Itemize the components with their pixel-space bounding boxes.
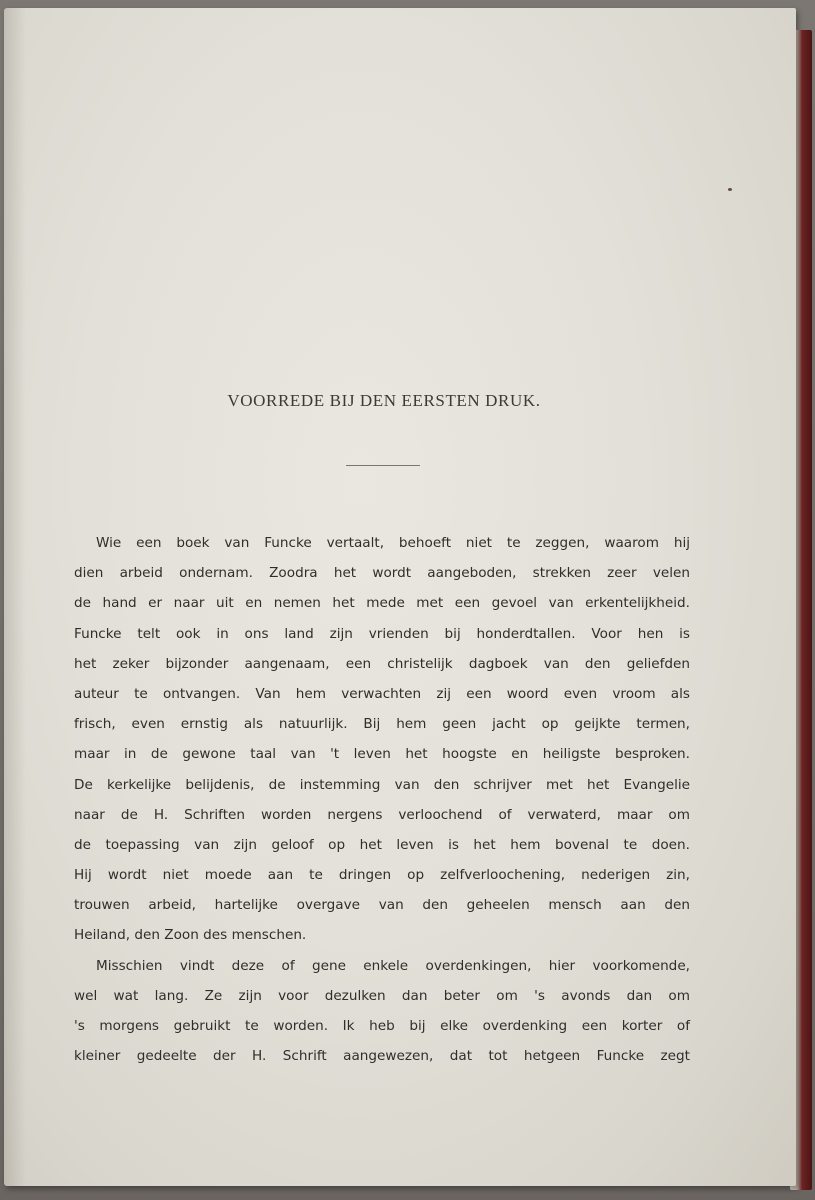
book-page (4, 8, 796, 1186)
text-line: dien arbeid ondernam. Zoodra het wordt aangeboden, strekken zeer velen (74, 565, 690, 582)
heading-rule (346, 465, 420, 466)
text-line: auteur te ontvangen. Van hem verwachten zij een woord even vroom als (74, 685, 690, 702)
text-line: het zeker bijzonder aangenaam, een christelijk dagboek van den geliefden (74, 655, 690, 672)
text-line: wel wat lang. Ze zijn voor dezulken dan beter om 's avonds dan om (74, 987, 690, 1004)
text-line: Misschien vindt deze of gene enkele overdenkingen, hier voorkomende, (96, 957, 690, 974)
text-line: Heiland, den Zoon des menschen. (74, 927, 307, 944)
paragraph-1 (74, 528, 690, 951)
text-line: Hij wordt niet moede aan te dringen op zelfverloochening, nederigen zin, (74, 867, 690, 884)
text-line: de hand er naar uit en nemen het mede met een gevoel van erkentelijkheid. (74, 595, 690, 612)
text-line: Wie een boek van Funcke vertaalt, behoeft niet te zeggen, waarom hij (96, 535, 690, 551)
text-line: trouwen arbeid, hartelijke overgave van den geheelen mensch aan den (74, 897, 690, 914)
text-line: De kerkelijke belijdenis, de instemming van den schrijver met het Evangelie (74, 776, 690, 793)
text-line: Funcke telt ook in ons land zijn vrienden bij honderdtallen. Voor hen is (74, 625, 690, 642)
page-heading: VOORREDE BIJ DEN EERSTEN DRUK. (227, 391, 541, 410)
text-line: 's morgens gebruikt te worden. Ik heb bij elke overdenking een korter of (74, 1018, 690, 1034)
text-line: frisch, even ernstig als natuurlijk. Bij hem geen jacht op geijkte termen, (74, 716, 690, 733)
text-line: de toepassing van zijn geloof op het leven is het hem bovenal te doen. (74, 836, 690, 853)
paragraph-2 (74, 951, 690, 1072)
paper-speck (728, 188, 732, 191)
text-line: naar de H. Schriften worden nergens verloochend of verwaterd, maar om (74, 806, 690, 823)
body-text (74, 528, 690, 1071)
text-line: kleiner gedeelte der H. Schrift aangewezen, dat tot hetgeen Funcke zegt (74, 1048, 690, 1065)
text-line: maar in de gewone taal van 't leven het hoogste en heiligste besproken. (74, 746, 690, 763)
